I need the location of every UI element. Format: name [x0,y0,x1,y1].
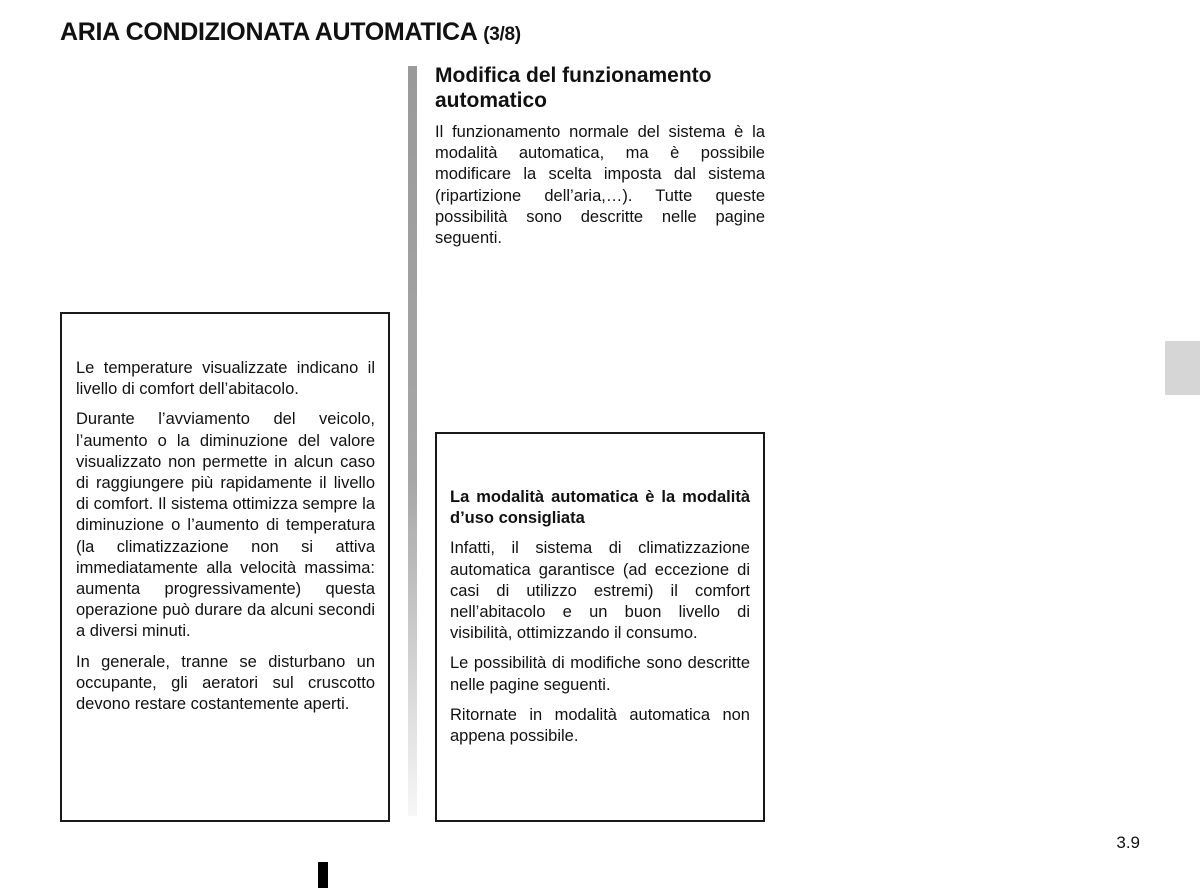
note-paragraph: Infatti, il sistema di climatizzazione automatica garantisce (ad eccezione di casi di utilizzo estremi) il comfort nell’abitacolo e un buon livello di visibilità, ottimizzando il consumo. [450,539,750,643]
note-paragraph: Durante l’avviamento del veicolo, l’aumento o la diminuzione del valore visualizzato non permette in alcun caso di raggiungere più rapidamente il livello di comfort. Il sistema ottimizza sempre la diminuzione o l’aumento di temperatura (la climatizzazione non si attiva immediatamente alla velocità massima: aumenta progressivamente) questa operazione può durare da alcuni secondi a diversi minuti. [76,410,375,641]
note-box-automatic-mode [435,432,765,822]
page-title [60,18,521,47]
intro-text-block [435,122,765,249]
title-main: ARIA CONDIZIONATA AUTOMATICA [60,18,477,46]
note-paragraph: In generale, tranne se disturbano un occupante, gli aeratori sul cruscotto devono restare costantemente aperti. [76,652,375,714]
print-crop-mark [318,862,328,888]
intro-paragraph: Il funzionamento normale del sistema è la modalità automatica, ma è possibile modificare la scelta imposta dal sistema (ripartizione dell’aria,…). Tutte queste possibilità sono descritte nelle pagine seguenti. [435,123,765,248]
page-number: 3.9 [1116,833,1140,852]
note-box-temperature [60,312,390,822]
note-paragraph: Ritornate in modalità automatica non appena possibile. [450,705,750,746]
note-bold-paragraph: La modalità automatica è la modalità d’uso consigliata [450,488,750,528]
section-divider-bar [408,66,417,816]
chapter-side-tab [1165,341,1200,395]
section-heading: Modifica del funzionamento automatico [435,64,712,112]
note-paragraph: Le possibilità di modifiche sono descritte nelle pagine seguenti. [450,654,750,694]
title-page-counter: (3/8) [483,24,521,45]
note-paragraph: Le temperature visualizzate indicano il livello di comfort dell’abitacolo. [76,359,375,399]
